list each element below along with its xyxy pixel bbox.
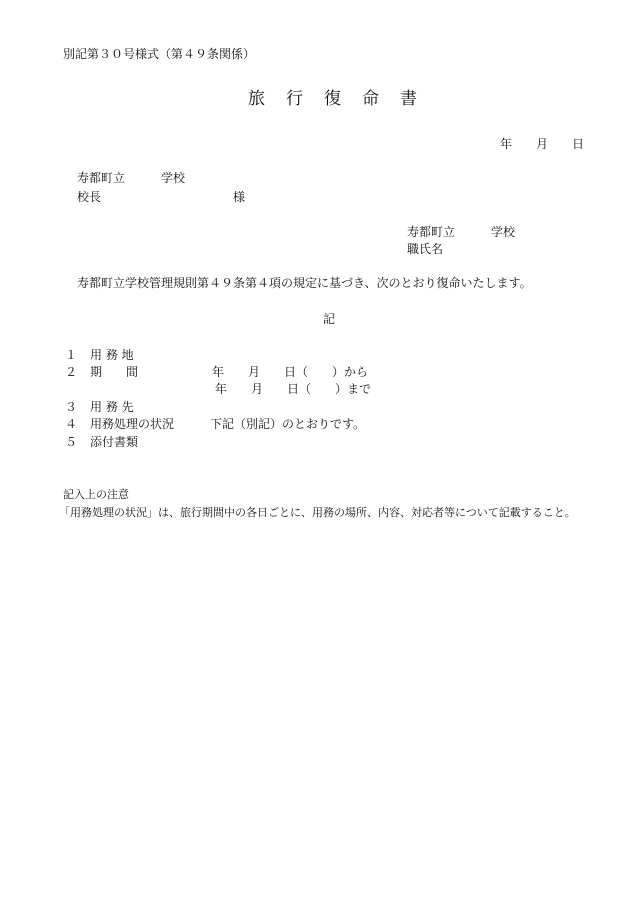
intro-text: 寿都町立学校管理規則第４９条第４項の規定に基づき、次のとおり復命いたします。 xyxy=(77,276,532,290)
item-number: ４ xyxy=(65,417,78,431)
item-label-kikan: 期 間 xyxy=(90,365,139,379)
item-number: １ xyxy=(65,348,78,362)
notes-heading: 記入上の注意 xyxy=(63,488,129,501)
item-label-attachments: 添付書類 xyxy=(90,435,139,449)
reporter-school: 寿都町立 学校 xyxy=(407,225,516,239)
period-from: 年 月 日（ ）から xyxy=(212,365,369,379)
item-number: ２ xyxy=(65,365,78,379)
item-number: ５ xyxy=(65,435,78,449)
form-label: 別記第３０号様式（第４９条関係） xyxy=(63,47,256,61)
ki-heading: 記 xyxy=(323,312,336,326)
document-title: 旅 行 復 命 書 xyxy=(248,89,419,109)
status-text: 下記（別記）のとおりです。 xyxy=(210,417,366,431)
item-label-status: 用務処理の状況 xyxy=(90,417,175,431)
period-to: 年 月 日（ ）まで xyxy=(215,382,372,396)
addressee-school: 寿都町立 学校 xyxy=(77,171,186,185)
date-line: 年 月 日 xyxy=(500,137,585,151)
item-label-youmuchi: 用 務 地 xyxy=(90,348,134,362)
item-label-youmusaki: 用 務 先 xyxy=(90,400,134,414)
reporter-name-label: 職氏名 xyxy=(407,242,444,256)
addressee-principal: 校長 様 xyxy=(77,190,246,204)
item-number: ３ xyxy=(65,400,78,414)
notes-text: 「用務処理の状況」は、旅行期間中の各日ごとに、用務の場所、内容、対応者等について記載すること。 xyxy=(59,506,576,519)
